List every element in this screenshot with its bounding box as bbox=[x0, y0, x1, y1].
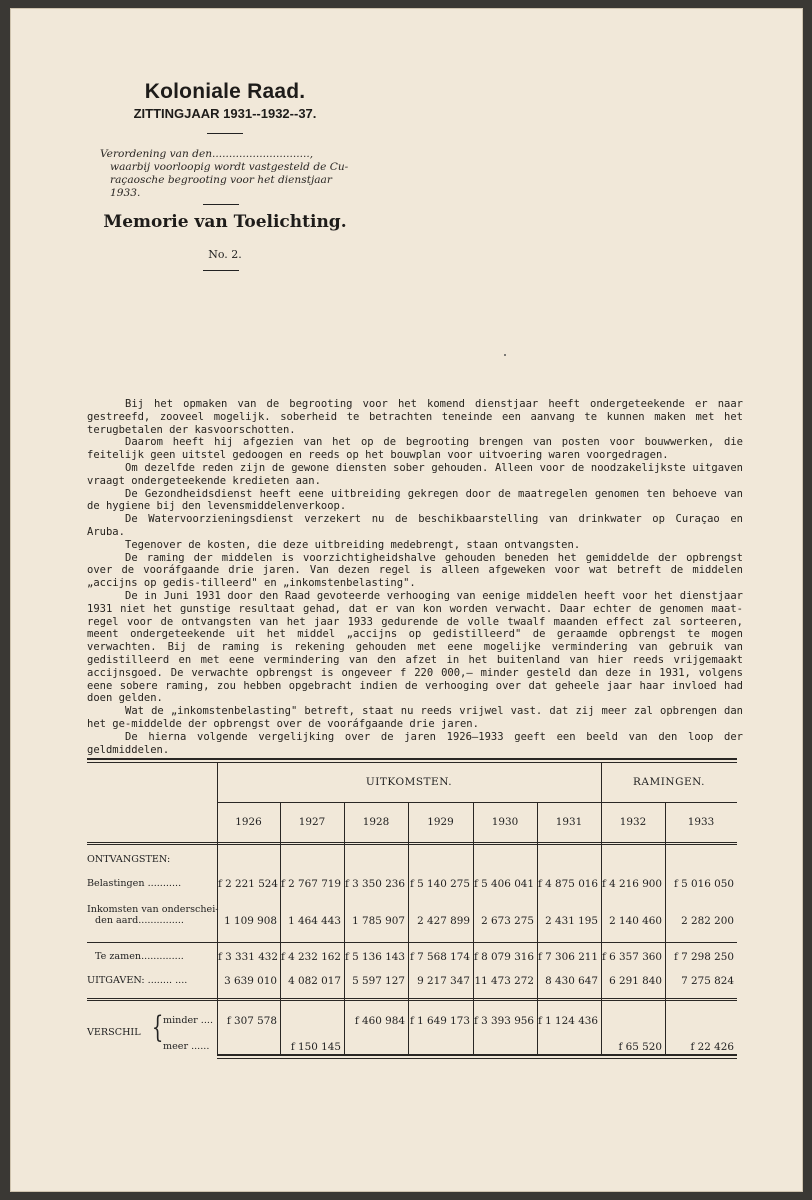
meer-label: meer ...... bbox=[163, 1041, 210, 1052]
belastingen-cell: f 2 221 524 bbox=[218, 878, 279, 890]
table-top-rule bbox=[87, 758, 737, 760]
council-title: Koloniale Raad. bbox=[144, 80, 306, 103]
paragraph: Wat de „inkomstenbelasting" betreft, staat nu reeds vrijwel vast. dat zij meer zal opbrengen dan het ge-middelde der opbrengst over de vooráfgaande drie jaren. bbox=[87, 705, 743, 730]
paragraph: Daarom heeft hij afgezien van het op de begrooting brengen van posten voor bouwwerken, die feitelijk geen uitstel gedoogen en reeds op het bouwplan voor uitvoering waren voorgedragen. bbox=[87, 436, 743, 462]
document-header bbox=[90, 80, 360, 134]
belastingen-cell: f 3 350 236 bbox=[345, 878, 406, 890]
table-top-rule bbox=[87, 762, 737, 763]
tezamen-cell: f 7 568 174 bbox=[409, 951, 470, 963]
inkomsten-cell: 2 431 195 bbox=[545, 915, 598, 927]
tezamen-cell: f 7 306 211 bbox=[538, 951, 599, 963]
verschil-label: VERSCHIL bbox=[87, 1027, 141, 1038]
year-header: 1933 bbox=[687, 816, 715, 828]
header-ramingen: RAMINGEN. bbox=[633, 776, 705, 788]
paragraph: De Watervoorzieningsdienst verzekert nu de beschikbaarstelling van drinkwater op Curaçao en Aruba. bbox=[87, 513, 743, 538]
verschil-meer-cell: f 65 520 bbox=[618, 1041, 662, 1053]
tezamen-label: Te zamen.............. bbox=[95, 951, 184, 962]
verschil-meer-cell: f 22 426 bbox=[690, 1041, 734, 1053]
paragraph: Om dezelfde reden zijn de gewone diensten sober gehouden. Alleen voor de noodzakelijkste uitgaven vraagt ondergeteekende kredieten aan. bbox=[87, 461, 743, 487]
belastingen-cell: f 4 875 016 bbox=[538, 878, 599, 890]
inkomsten-cell: 1 785 907 bbox=[352, 915, 405, 927]
uitgaven-cell: 6 291 840 bbox=[609, 975, 662, 987]
uitgaven-cell: 5 597 127 bbox=[352, 975, 405, 987]
inkomsten-cell: 1 109 908 bbox=[224, 915, 277, 927]
decree-description bbox=[100, 148, 350, 200]
session-year: ZITTINGJAAR 1931--1932--37. bbox=[133, 106, 317, 121]
paragraph: De in Juni 1931 door den Raad gevoteerde verhooging van eenige middelen heeft voor het dienstjaar 1931 niet het gunstige resultaat gehad, dat er van kon worden verwacht. Daar echter de genomen maat-regel voor de ontvangsten van het jaar 1933 gedurende de volle twaalf maanden effect zal sorteeren, meent ondergeteekende uit het middel „accijns op gedistilleerd" de geraamde opbrengst te mogen verwachten. Bij de raming is rekening gehouden met eene mogelijke vermindering van gebruik van gedistilleerd en met eene vermindering van den afzet in het buitenland van hier reeds vrijgemaakt accijnsgoed. De verwachte opbrengst is ongeveer f 220 000,— minder gesteld dan deze in 1931, volgens eene sobere raming, zou hebben opgebracht indien de verhooging over dat geheele jaar haar invloed had doen gelden. bbox=[87, 589, 743, 705]
decree-line: 1933. bbox=[110, 187, 141, 199]
verschil-minder-cell: f 460 984 bbox=[354, 1015, 405, 1027]
belastingen-cell: f 2 767 719 bbox=[281, 878, 342, 890]
verschil-minder-cell: f 1 124 436 bbox=[538, 1015, 599, 1027]
decree-line: raçaosche begrooting voor het dienstjaar bbox=[110, 174, 332, 186]
paragraph: Tegenover de kosten, die deze uitbreiding medebrengt, staan ontvangsten. bbox=[125, 538, 581, 551]
belastingen-cell: f 5 406 041 bbox=[474, 878, 535, 890]
paragraph: De hierna volgende vergelijking over de jaren 1926–1933 geeft een beeld van den loop der geldmiddelen. bbox=[87, 730, 743, 756]
uitgaven-cell: 4 082 017 bbox=[288, 975, 341, 987]
tezamen-cell: f 7 298 250 bbox=[673, 951, 734, 963]
table-rule bbox=[87, 998, 737, 999]
brace-icon: { bbox=[151, 1010, 164, 1045]
memo-divider bbox=[203, 270, 239, 271]
table-rule bbox=[87, 942, 737, 943]
verschil-minder-cell: f 3 393 956 bbox=[474, 1015, 535, 1027]
decree-line: waarbij voorloopig wordt vastgesteld de Cu- bbox=[110, 161, 349, 173]
uitgaven-cell: 3 639 010 bbox=[224, 975, 277, 987]
paragraph: De raming der middelen is voorzichtigheidshalve gehouden beneden het gemiddelde der opbrengst over de vooráfgaande drie jaren. Van dezen regel is alleen afgeweken voor wat betreft de middelen „accijns op gedis-tilleerd" en „inkomstenbelasting". bbox=[87, 551, 743, 590]
ontvangsten-label: ONTVANGSTEN: bbox=[87, 854, 171, 865]
inkomsten-cell: 1 464 443 bbox=[288, 915, 341, 927]
memo-number: No. 2. bbox=[208, 248, 242, 261]
belastingen-cell: f 5 016 050 bbox=[673, 878, 734, 890]
inkomsten-label: den aard............... bbox=[95, 915, 184, 926]
uitgaven-cell: 11 473 272 bbox=[474, 975, 534, 987]
table-rule bbox=[87, 1000, 737, 1001]
belastingen-cell: f 5 140 275 bbox=[409, 878, 470, 890]
tezamen-cell: f 4 232 162 bbox=[281, 951, 342, 963]
uitgaven-cell: 7 275 824 bbox=[681, 975, 734, 987]
tezamen-cell: f 3 331 432 bbox=[218, 951, 279, 963]
tezamen-cell: f 6 357 360 bbox=[602, 951, 663, 963]
verschil-minder-cell: f 307 578 bbox=[226, 1015, 277, 1027]
explanatory-text bbox=[87, 398, 743, 756]
memo-title: Memorie van Toelichting. bbox=[103, 212, 347, 232]
minder-label: minder .... bbox=[163, 1015, 213, 1026]
year-header: 1932 bbox=[619, 816, 647, 828]
belastingen-cell: f 4 216 900 bbox=[602, 878, 663, 890]
document-page bbox=[10, 8, 803, 1192]
year-header: 1931 bbox=[555, 816, 583, 828]
year-header: 1930 bbox=[491, 816, 519, 828]
finance-comparison-table bbox=[87, 758, 737, 1063]
inkomsten-cell: 2 427 899 bbox=[417, 915, 470, 927]
inkomsten-label: Inkomsten van onderschei- bbox=[87, 904, 219, 915]
uitgaven-cell: 9 217 347 bbox=[417, 975, 470, 987]
year-header: 1928 bbox=[362, 816, 390, 828]
inkomsten-cell: 2 282 200 bbox=[681, 915, 734, 927]
paragraph: Bij het opmaken van de begrooting voor het komend dienstjaar heeft ondergeteekende er naar gestreefd, zooveel mogelijk. soberheid te betrachten teneinde een aanvang te kunnen maken met het terugbetalen der kasvoorschotten. bbox=[87, 398, 743, 436]
column-divider bbox=[280, 802, 281, 1054]
paragraph: De Gezondheidsdienst heeft eene uitbreiding gekregen door de maatregelen genomen ten behoeve van de hygiene bij den levensmiddelenverkoop. bbox=[87, 487, 743, 513]
header-divider bbox=[207, 133, 243, 134]
column-divider bbox=[601, 763, 602, 1054]
table-bottom-rule bbox=[217, 1058, 737, 1059]
tezamen-cell: f 5 136 143 bbox=[345, 951, 406, 963]
table-rule bbox=[217, 802, 737, 803]
verschil-minder-cell: f 1 649 173 bbox=[409, 1015, 470, 1027]
table-rule bbox=[87, 842, 737, 843]
column-divider bbox=[665, 802, 666, 1054]
year-header: 1926 bbox=[235, 816, 262, 828]
inkomsten-cell: 2 140 460 bbox=[609, 915, 662, 927]
header-uitkomsten: UITKOMSTEN. bbox=[365, 776, 453, 788]
uitgaven-label: UITGAVEN: ........ .... bbox=[87, 975, 188, 986]
uitgaven-cell: 8 430 647 bbox=[545, 975, 598, 987]
verschil-meer-cell: f 150 145 bbox=[290, 1041, 341, 1053]
year-header: 1927 bbox=[298, 816, 326, 828]
decree-line: Verordening van den............................., bbox=[100, 148, 314, 160]
table-bottom-rule bbox=[217, 1054, 737, 1056]
paper-speck bbox=[504, 354, 506, 356]
inkomsten-cell: 2 673 275 bbox=[481, 915, 534, 927]
year-header: 1929 bbox=[427, 816, 454, 828]
tezamen-cell: f 8 079 316 bbox=[474, 951, 535, 963]
decree-divider bbox=[203, 204, 239, 205]
belastingen-label: Belastingen ........... bbox=[87, 878, 182, 889]
table-rule bbox=[87, 844, 737, 845]
